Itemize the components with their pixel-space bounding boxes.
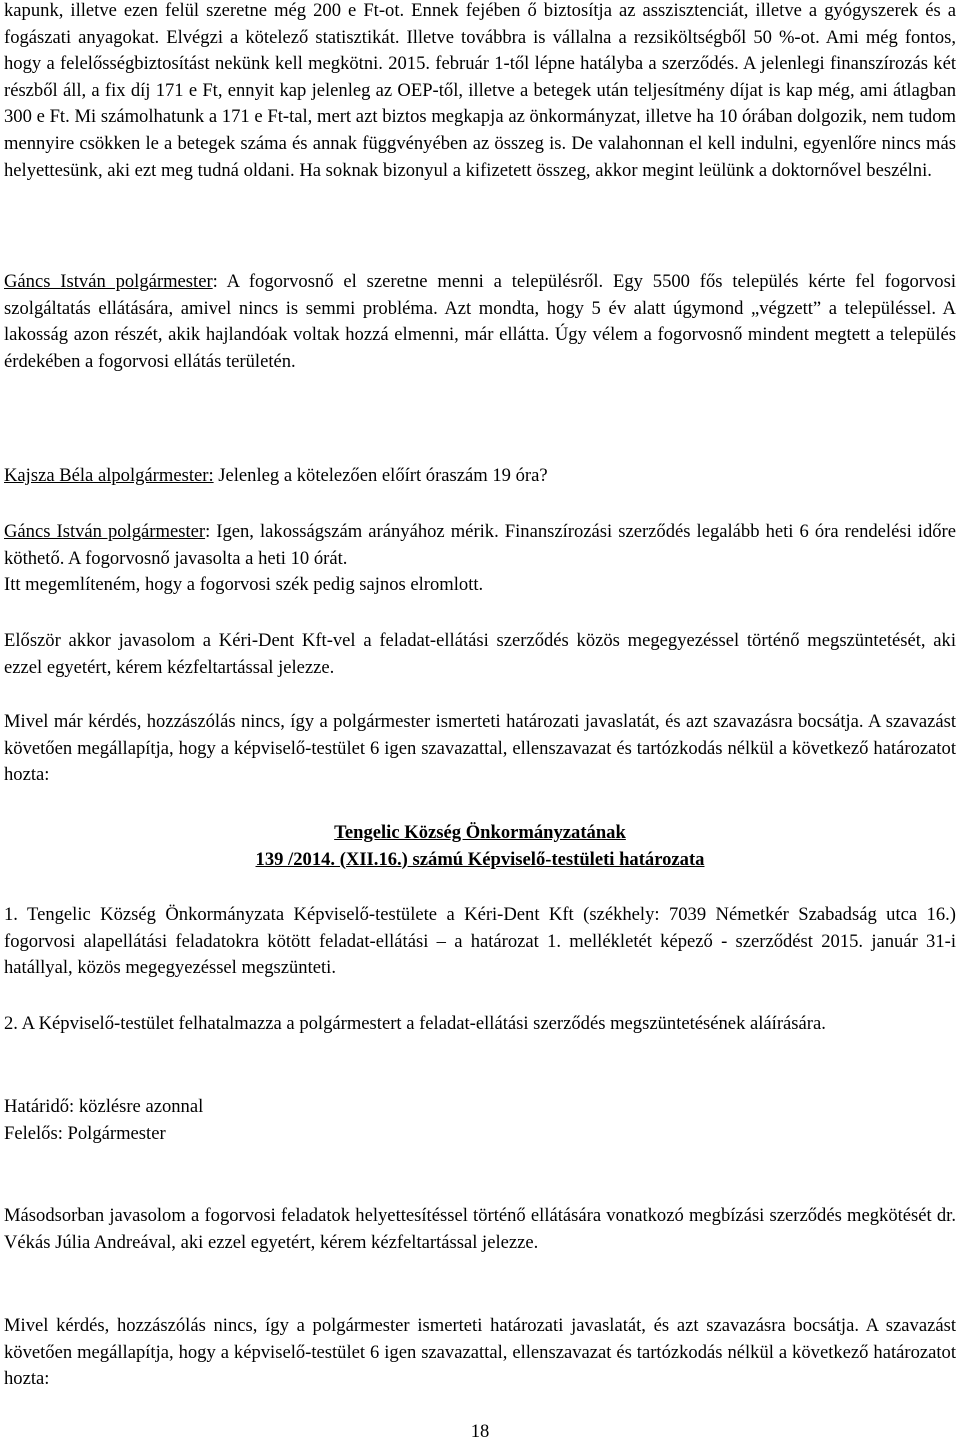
intro-text: kapunk, illetve ezen felül szeretne még 200 e Ft-ot. Ennek fejében ő biztosítja az asszisztenciát, illetve a gyógyszerek és a fogászati anyagokat. Elvégzi a kötelező statisztikát. Illetve továbbra is vállalna a rezsiköltségből 50 %-ot. Ami még fontos, hogy a felelősségbiztosítást nekünk kell megkötni. 2015. február 1-től lépne hatályba a szerződés. — [4, 0, 956, 75]
proposal-paragraph: Először akkor javasolom a Kéri-Dent Kft-vel a feladat-ellátási szerződés közös megegyezéssel történő megszüntetését, aki ezzel egyetért, kérem kézfeltartással jelezze. — [4, 630, 956, 678]
speaker-name: Gáncs István polgármester — [4, 521, 206, 542]
speaker-paragraph-3 — [4, 519, 956, 599]
vote-paragraph: Mivel már kérdés, hozzászólás nincs, így a polgármester ismerteti határozati javaslatát, és azt szavazásra bocsátja. A szavazást követően megállapítja, hogy a képviselő-testület 6 igen szavazattal, ellenszavazat és tartózkodás nélkül a következő határozatot hozta: — [4, 711, 956, 786]
speaker-paragraph-2 — [4, 463, 956, 490]
resolution-item-1: 1. Tengelic Község Önkormányzata Képviselő-testülete a Kéri-Dent Kft (székhely: 7039 Németkér Szabadság utca 16.) fogorvosi alapellátási feladatokra kötött feladat-ellátási – a határozat 1. mellékletét képező - szerződést 2015. január 31-i hatállyal, közös megegyezéssel megszünteti. — [4, 904, 956, 979]
resolution-responsible: Felelős: Polgármester — [4, 1122, 166, 1144]
speaker-text: : A fogorvosnő el szeretne menni a településről. Egy 5500 fős település kérte fel fogorvosi szolgáltatás ellátására, amivel nincs is semmi probléma. Azt mondta, hogy 5 év alatt úgymond „végzett” a településsel. A lakosság azon részét, akik hajlandóak voltak hozzá elmenni, már ellátta. Úgy vélem a fogorvosnő mindent megtett a település érdekében a fogorvosi ellátás területén. — [4, 271, 956, 372]
speaker-text: : Igen, lakosságszám arányához mérik. Finanszírozási szerződés legalább heti 6 óra rendelési időre köthető. A fogorvosnő javasolta a heti 10 órát. — [4, 521, 956, 569]
resolution-title-line-2: 139 /2014. (XII.16.) számú Képviselő-testületi határozata — [255, 848, 705, 870]
second-proposal-paragraph: Másodsorban javasolom a fogorvosi feladatok helyettesítéssel történő ellátására vonatkozó megbízási szerződés megkötését dr. Vékás Júlia Andreával, aki ezzel egyetért, kérem kézfeltartással jelezze. — [4, 1205, 956, 1253]
speaker-name: Kajsza Béla alpolgármester: — [4, 465, 214, 486]
speaker-name: Gáncs István polgármester — [4, 271, 213, 292]
resolution-title-line-1: Tengelic Község Önkormányzatának — [334, 822, 626, 843]
intro-paragraph — [4, 0, 956, 184]
speaker-text-2: Itt megemlíteném, hogy a fogorvosi szék pedig sajnos elromlott. — [4, 574, 484, 596]
resolution-deadline: Határidő: közlésre azonnal — [4, 1096, 204, 1117]
speaker-paragraph-1 — [4, 269, 956, 375]
intro-text-2: A jelenlegi finanszírozás két részből áll, a fix díj 171 e Ft, ennyit kap jelenleg az OEP-től, illetve a betegek után teljesítmény díjat is kap még, ami átlagban 300 e Ft. Mi számolhatunk a 171 e Ft-tal, mert azt biztos megkapja az önkormányzat, illetve ha 10 órában dolgozik, nem tudom mennyire csökken le a betegek száma és annak függvényében az összeg is. De valahonnan el kell indulni, egyenlőre nincs más helyettesünk, aki ezt meg tudná oldani. Ha soknak bizonyul a kifizetett összeg, akkor megint leülünk a doktornővel beszélni. — [4, 53, 956, 181]
page-number: 18 — [470, 1421, 490, 1442]
resolution-title — [4, 820, 956, 873]
speaker-text: Jelenleg a kötelezően előírt óraszám 19 óra? — [213, 465, 548, 486]
second-vote-paragraph: Mivel kérdés, hozzászólás nincs, így a polgármester ismerteti határozati javaslatát, és azt szavazásra bocsátja. A szavazást követően megállapítja, hogy a képviselő-testület 6 igen szavazattal, ellenszavazat és tartózkodás nélkül a következő határozatot hozta: — [4, 1315, 956, 1390]
resolution-meta — [4, 1094, 956, 1147]
resolution-item-2: 2. A Képviselő-testület felhatalmazza a polgármestert a feladat-ellátási szerződés megszüntetésének aláírására. — [4, 1013, 826, 1034]
